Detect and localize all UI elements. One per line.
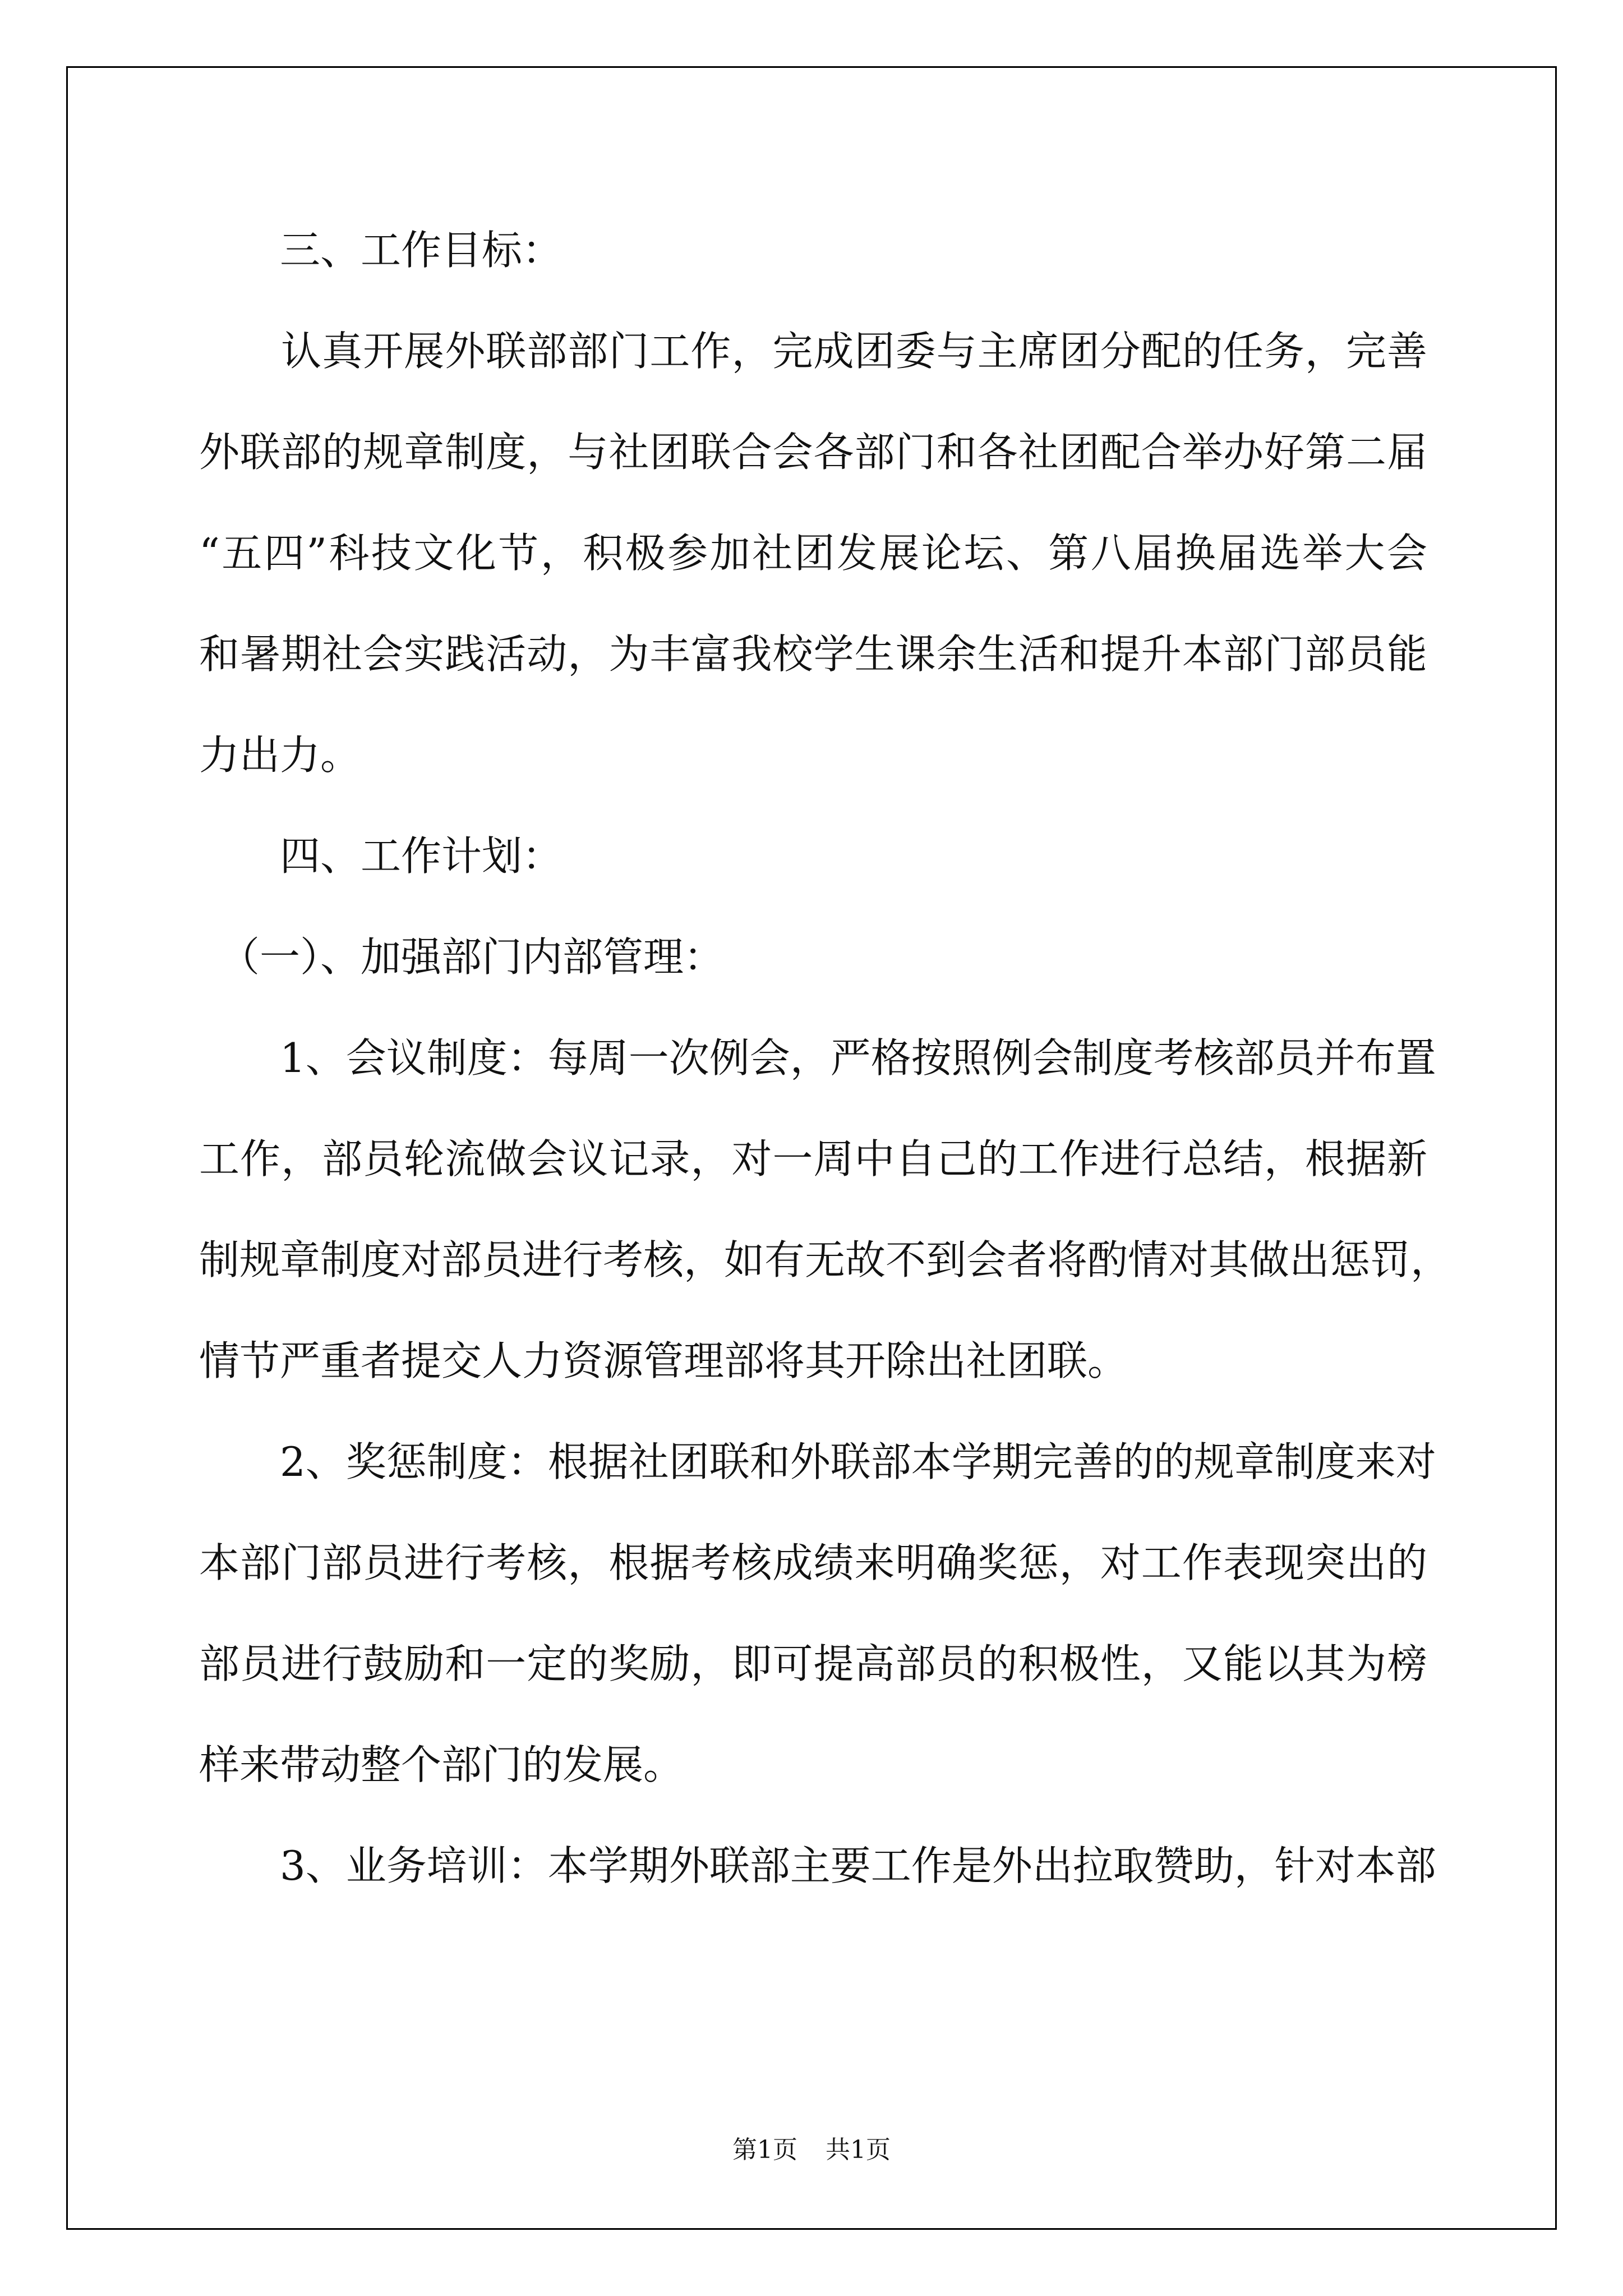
text-line: 情节严重者提交人力资源管理部将其开除出社团联。	[199, 1337, 1128, 1384]
text-line: 3、业务培训：本学期外联部主要工作是外出拉取赞助，针对本部	[199, 1842, 1436, 1889]
text-line: 力出力。	[199, 731, 361, 779]
text-line: 工作，部员轮流做会议记录，对一周中自己的工作进行总结，根据新	[199, 1135, 1427, 1182]
text-line: 样来带动整个部门的发展。	[199, 1741, 684, 1788]
text-line: 三、工作目标：	[199, 227, 563, 274]
text-line: 和暑期社会实践活动，为丰富我校学生课余生活和提升本部门部员能	[199, 631, 1427, 678]
text-line: 认真开展外联部部门工作，完成团委与主席团分配的任务，完善	[199, 328, 1427, 375]
subsection-heading-1	[199, 933, 1427, 981]
text-line: 本部门部员进行考核，根据考核成绩来明确奖惩，对工作表现突出的	[199, 1539, 1427, 1586]
page-total: 共1页	[826, 2136, 891, 2164]
text-line: 制规章制度对部员进行考核，如有无故不到会者将酌情对其做出惩罚，	[199, 1236, 1451, 1283]
page-number: 第1页	[732, 2136, 797, 2164]
text-line: （一）、加强部门内部管理：	[199, 933, 725, 981]
section-heading-4	[199, 832, 1427, 880]
text-line: 外联部的规章制度，与社团联合会各部门和各社团配合举办好第二届	[199, 429, 1427, 476]
text-line: “五四”科技文化节，积极参加社团发展论坛、第八届换届选举大会	[199, 530, 1427, 577]
text-line: 1、会议制度：每周一次例会，严格按照例会制度考核部员并布置	[199, 1034, 1436, 1082]
section-heading-3	[199, 227, 1427, 274]
text-line: 部员进行鼓励和一定的奖励，即可提高部员的积极性，又能以其为榜	[199, 1640, 1427, 1687]
page-footer	[0, 2136, 1623, 2164]
text-line: 四、工作计划：	[199, 832, 563, 880]
text-line: 2、奖惩制度：根据社团联和外联部本学期完善的的规章制度来对	[199, 1438, 1436, 1485]
